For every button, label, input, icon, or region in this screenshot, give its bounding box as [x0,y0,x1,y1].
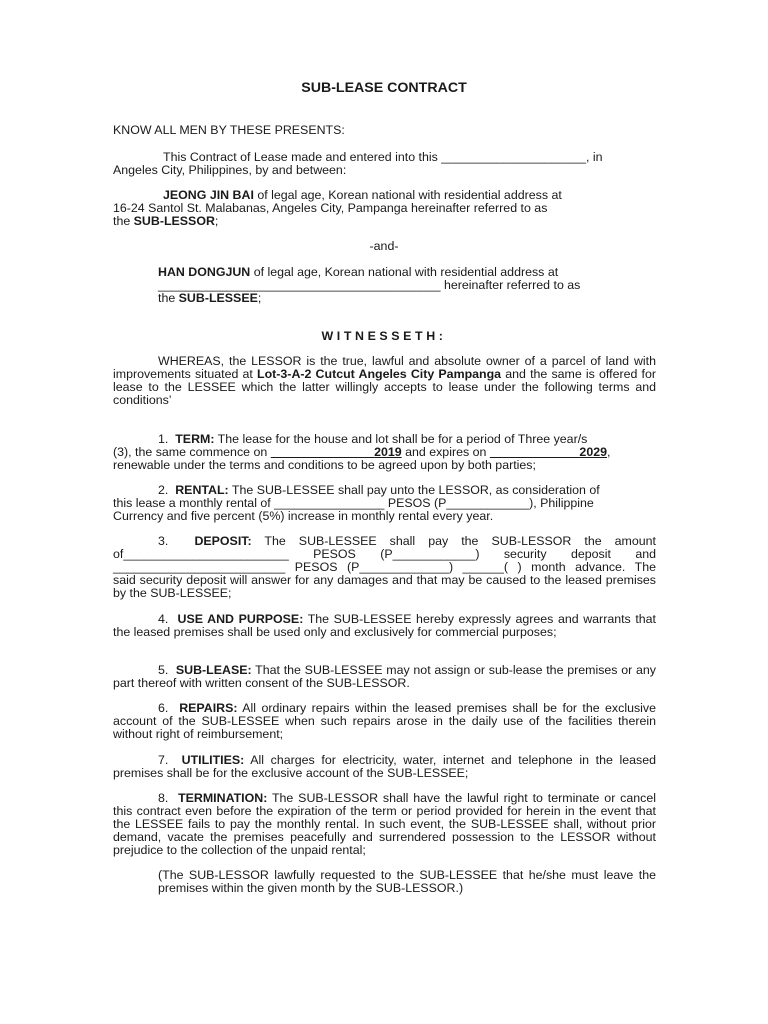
clause-label: USE AND PURPOSE: [177,612,304,626]
deposit-text-b: of________________________ PESOS (P____________) security deposit and [113,546,656,561]
closing-note: (The SUB-LESSOR lawfully requested to the SUB-LESSEE that he/she must leave the premises within the given month by the SUB-LESSOR.) [158,868,656,895]
start-date-field [271,445,402,459]
clause-utilities [113,754,656,780]
end-date-field [490,445,607,459]
clause-number: 2. [158,483,169,497]
lessee-address-blank: _________________________________________ [158,277,441,292]
property-location: Lot-3-A-2 Cutcut Angeles City Pampanga [257,366,502,381]
lessor-name: JEONG JIN BAI [163,188,254,202]
witnesseth-heading: WITNESSETH: [321,329,447,343]
whereas-text-a: WHEREAS, the LESSOR is the true, lawful and absolute owner of a parcel of land with improvements situated at [113,354,656,381]
clause-label: REPAIRS: [179,701,238,715]
clause-number: 6. [158,701,169,715]
start-year: 2019 [374,444,402,459]
lessor-paragraph [113,189,613,228]
lessor-address: 16-24 Santol St. Malabanas, Angeles City, Pampanga hereinafter referred to as [113,200,548,215]
deposit-text-c: _________________________ PESOS (P_____________) ______( ) month advance. The [113,559,656,574]
end-blank [490,445,580,459]
clause-text: That the SUB-LESSEE may not assign or sub-lease the premises or any part thereof with written consent of the SUB-LESSOR. [113,663,656,690]
opening-text-end: , in [586,150,603,164]
clause-text: All ordinary repairs within the leased premises shall be for the exclusive account of the SUB-LESSEE when such repairs arose in the daily use of the facilities therein without right of reimbursement; [113,701,657,741]
whereas-paragraph [113,355,656,407]
lessee-name: HAN DONGJUN [158,265,251,279]
clause-use-purpose [113,613,656,639]
end-year: 2029 [579,444,607,459]
clause-text: All charges for electricity, water, internet and telephone in the leased premises shall be for the exclusive account of the SUB-LESSEE; [113,753,657,780]
opening-text: This Contract of Lease made and entered into this [163,150,438,164]
rental-text-c: Currency and five percent (5%) increase in monthly rental every year. [113,508,494,523]
clause-term [113,433,658,472]
lessee-role: SUB-LESSEE [178,290,258,305]
clause-number: 5. [158,663,169,677]
clause-deposit [113,535,656,600]
clause-label: SUB-LEASE: [175,663,252,677]
lessee-text-c: the [158,290,179,305]
clause-sub-lease [113,664,656,690]
clause-number: 1. [158,432,169,446]
lessor-text-a: of legal age, Korean national with residential address at [253,188,562,202]
lessee-text-b: hereinafter referred to as [440,277,581,292]
clause-number: 8. [158,791,169,805]
clause-text: The lease for the house and lot shall be for a period of Three year/s [214,432,588,446]
whereas-text-b: and the same is offered for lease to the LESSEE which the latter willingly accepts to lease under the following terms and conditions’ [113,366,656,407]
clause-text: The SUB-LESSOR shall have the lawful right to terminate or cancel this contract even before the expiration of the term or period provided for herein in the event that the LESSEE fails to pay the monthly rental. In such event, the SUB-LESSEE shall, without prior demand, vacate the premises peacefully and surrendered possession to the LESSOR without prejudice to the collection of the unpaid rental; [113,791,656,857]
opening-paragraph [113,151,656,177]
clause-number: 4. [158,612,169,626]
lessor-text-d: ; [214,213,219,228]
term-text-b: (3), the same commence on [113,444,271,459]
lessor-text-c: the [113,213,134,228]
term-text-c: and expires on [401,444,490,459]
clause-text: The SUB-LESSEE shall pay unto the LESSOR, as consideration of [228,483,600,497]
rental-text-b: this lease a monthly rental of ________________ PESOS (P____________), Philippine [113,495,594,510]
date-blank: _____________________ [441,150,586,164]
clause-label: DEPOSIT: [194,534,252,548]
clause-label: TERM: [175,432,215,446]
opening-location: Angeles City, Philippines, by and between: [113,162,347,177]
lessee-text-d: ; [257,290,262,305]
clause-text: The SUB-LESSEE shall pay the SUB-LESSOR the amount [251,534,656,548]
lessor-role: SUB-LESSOR [133,213,215,228]
document-title: SUB-LEASE CONTRACT [301,80,467,96]
clause-number: 7. [158,753,169,767]
clause-rental [113,484,658,523]
clause-number: 3. [158,534,169,548]
lessee-paragraph [158,266,618,305]
intro-line: KNOW ALL MEN BY THESE PRESENTS: [113,123,345,137]
clause-label: UTILITIES: [181,753,245,767]
term-text-e: renewable under the terms and conditions to be agreed upon by both parties; [113,457,536,472]
start-blank [271,445,374,459]
lessee-text-a: of legal age, Korean national with residential address at [250,265,559,279]
clause-repairs [113,702,656,741]
clause-label: TERMINATION: [178,791,268,805]
term-text-d: , [607,444,611,459]
clause-termination [113,792,656,857]
and-separator: -and- [369,239,399,253]
clause-text: The SUB-LESSEE hereby expressly agrees and warrants that the leased premises shall be used only and exclusively for commercial purposes; [113,612,656,639]
deposit-text-d: said security deposit will answer for any damages and that may be caused to the leased premises by the SUB-LESSEE; [113,572,656,600]
clause-label: RENTAL: [175,483,229,497]
